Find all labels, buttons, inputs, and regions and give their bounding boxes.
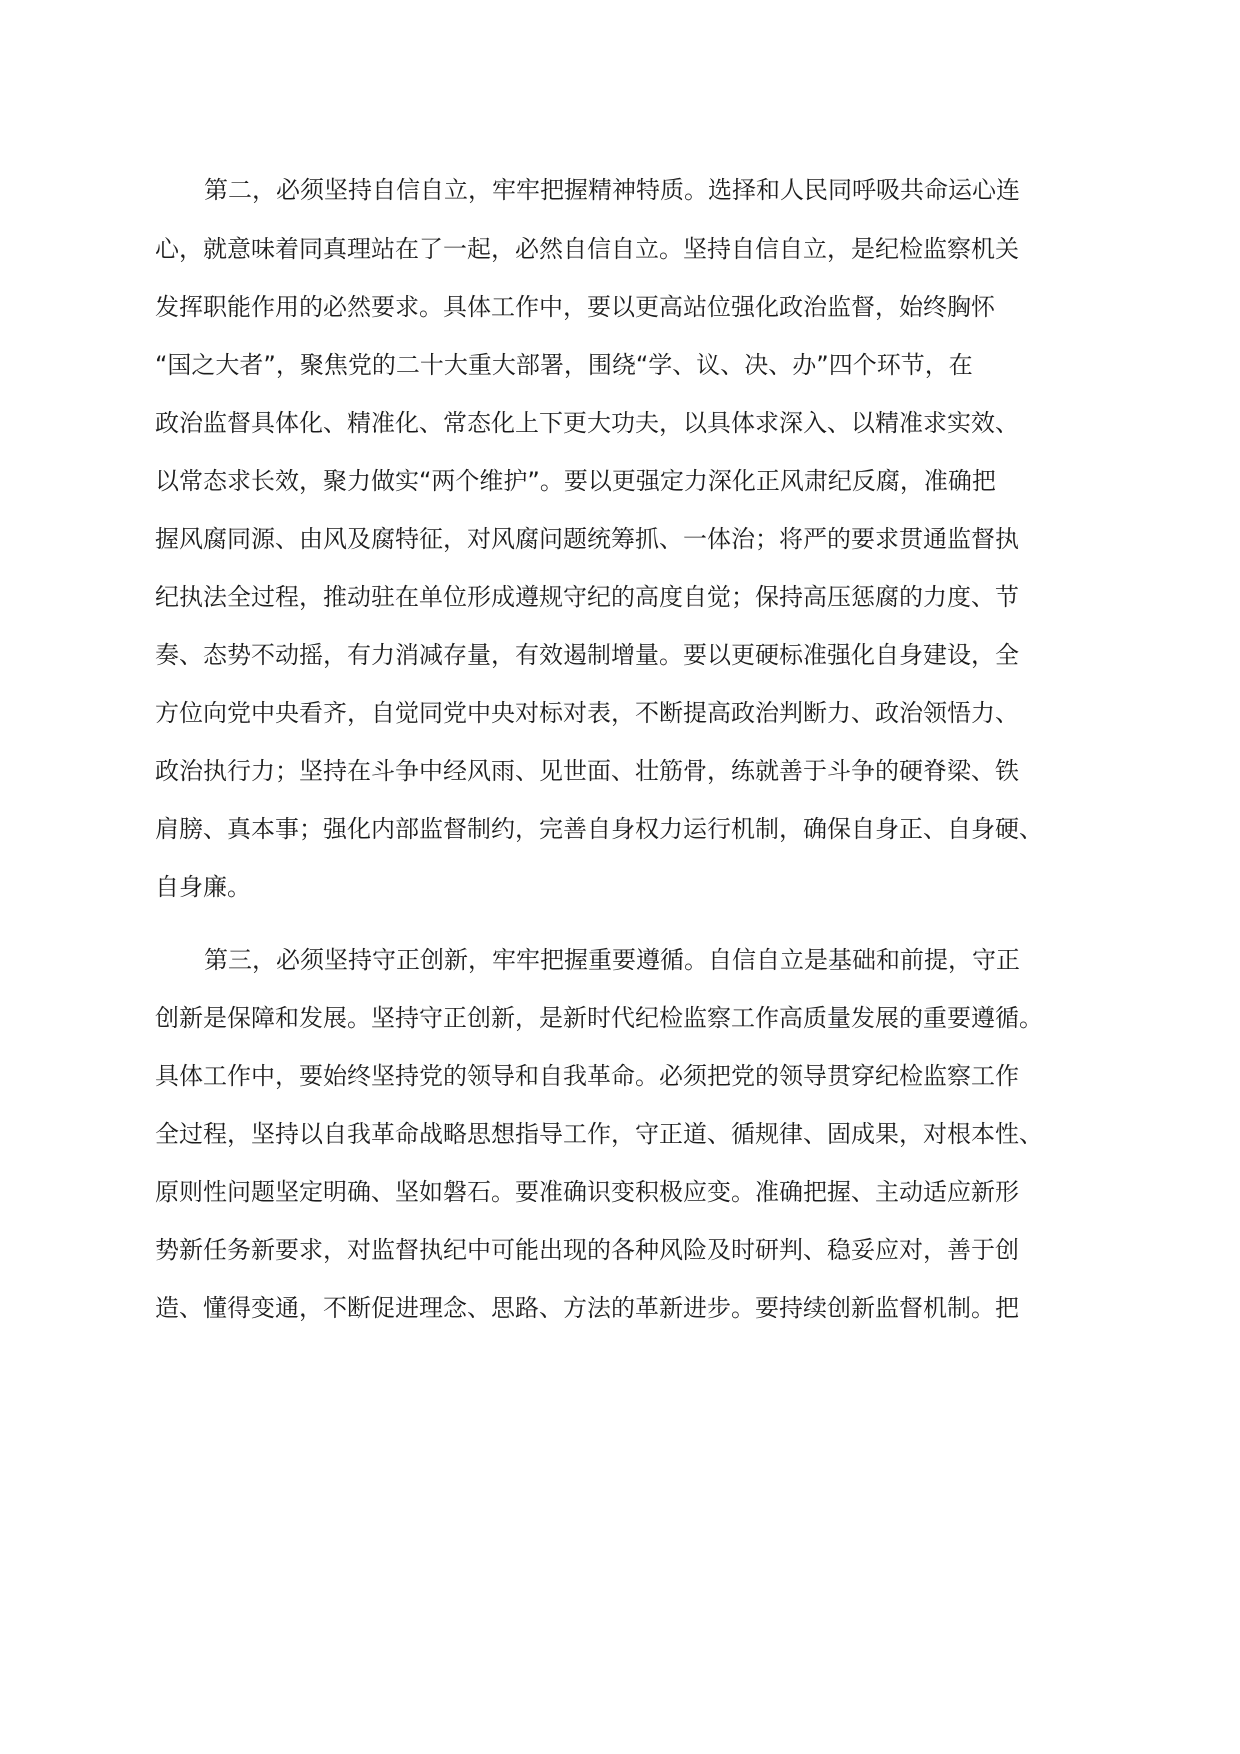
paragraph-2-line: 心，就意味着同真理站在了一起，必然自信自立。坚持自信自立，是纪检监察机关 <box>155 235 1019 263</box>
paragraph-2-line: 以常态求长效，聚力做实“两个维护”。要以更强定力深化正风肃纪反腐，准确把 <box>155 467 996 495</box>
paragraph-3-line: 原则性问题坚定明确、坚如磐石。要准确识变积极应变。准确把握、主动适应新形 <box>155 1178 1019 1206</box>
paragraph-3-line: 造、懂得变通，不断促进理念、思路、方法的革新进步。要持续创新监督机制。把 <box>155 1294 1019 1322</box>
paragraph-3-line: 势新任务新要求，对监督执纪中可能出现的各种风险及时研判、稳妥应对，善于创 <box>155 1236 1019 1264</box>
paragraph-2-line: 奏、态势不动摇，有力消减存量，有效遏制增量。要以更硬标准强化自身建设，全 <box>155 641 1019 669</box>
paragraph-3-line: 全过程，坚持以自我革命战略思想指导工作，守正道、循规律、固成果，对根本性、 <box>155 1120 1043 1148</box>
paragraph-3-line: 第三，必须坚持守正创新，牢牢把握重要遵循。自信自立是基础和前提，守正 <box>204 946 1020 974</box>
paragraph-2-line: 第二，必须坚持自信自立，牢牢把握精神特质。选择和人民同呼吸共命运心连 <box>204 176 1020 204</box>
paragraph-2-line: 政治执行力；坚持在斗争中经风雨、见世面、壮筋骨，练就善于斗争的硬脊梁、铁 <box>155 757 1019 785</box>
paragraph-2-line: 纪执法全过程，推动驻在单位形成遵规守纪的高度自觉；保持高压惩腐的力度、节 <box>155 583 1019 611</box>
paragraph-2-line: “国之大者”，聚焦党的二十大重大部署，围绕“学、议、决、办”四个环节，在 <box>155 351 973 379</box>
paragraph-2-line: 政治监督具体化、精准化、常态化上下更大功夫，以具体求深入、以精准求实效、 <box>155 409 1019 437</box>
paragraph-3-line: 具体工作中，要始终坚持党的领导和自我革命。必须把党的领导贯穿纪检监察工作 <box>155 1062 1019 1090</box>
paragraph-2-line: 方位向党中央看齐，自觉同党中央对标对表，不断提高政治判断力、政治领悟力、 <box>155 699 1019 727</box>
paragraph-2-line: 肩膀、真本事；强化内部监督制约，完善自身权力运行机制，确保自身正、自身硬、 <box>155 815 1043 843</box>
paragraph-3-line: 创新是保障和发展。坚持守正创新，是新时代纪检监察工作高质量发展的重要遵循。 <box>155 1004 1043 1032</box>
paragraph-2-line: 握风腐同源、由风及腐特征，对风腐问题统筹抓、一体治；将严的要求贯通监督执 <box>155 525 1019 553</box>
paragraph-2-line: 发挥职能作用的必然要求。具体工作中，要以更高站位强化政治监督，始终胸怀 <box>155 293 995 321</box>
paragraph-2-line: 自身廉。 <box>155 873 251 901</box>
